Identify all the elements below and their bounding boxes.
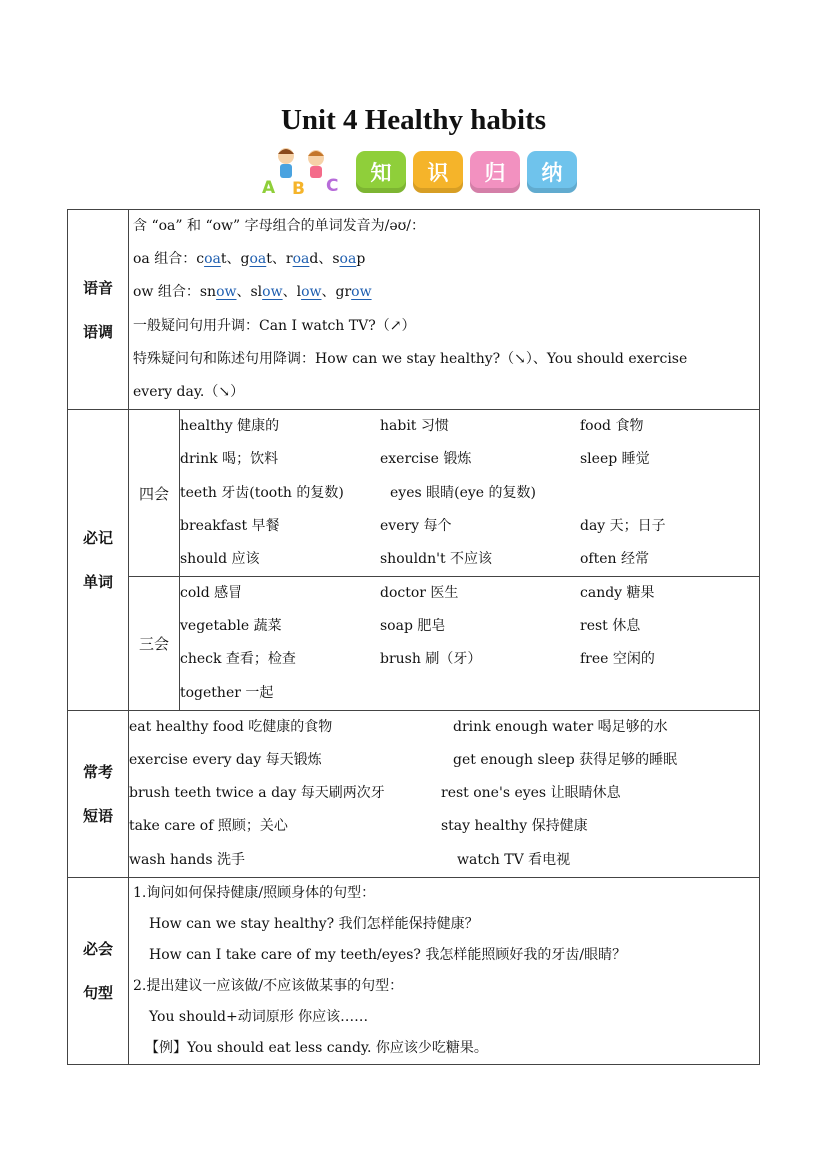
phrase: watch TV 看电视 <box>457 851 571 868</box>
vocab-word <box>380 677 580 710</box>
word-part: c <box>196 251 205 268</box>
separator: 、 <box>318 251 333 268</box>
phonics-rule: 含 “oa” 和 “ow” 字母组合的单词发音为/əʊ/： <box>133 218 426 234</box>
sentence-example: How can we stay healthy? 我们怎样能保持健康？ <box>149 915 479 932</box>
vocab-word: free 空闲的 <box>580 651 655 668</box>
word-part: sn <box>199 284 217 301</box>
sentence-example-note: 【例】You should eat less candy. 你应该少吃糖果。 <box>145 1039 488 1056</box>
sentences-label-top: 必会 <box>82 939 113 958</box>
vocab-three-row <box>68 577 760 711</box>
phrase-row <box>129 711 759 744</box>
phrase: eat healthy food 吃健康的食物 <box>129 718 333 735</box>
vocab-row <box>180 443 759 476</box>
three-skills-words <box>180 577 760 711</box>
phonics-label <box>68 210 129 410</box>
sentences-label-bottom: 句型 <box>82 983 113 1002</box>
phonics-word <box>196 251 226 267</box>
phrase: brush teeth twice a day 每天刷两次牙 <box>129 785 385 802</box>
letter-c: C <box>326 176 339 196</box>
phrases-label <box>68 710 129 877</box>
vocab-word: eyes 眼睛(eye 的复数) <box>390 484 536 501</box>
kids-abc-illustration <box>256 144 356 196</box>
sentence-heading-1: 1.询问如何保持健康/照顾身体的句型： <box>133 884 376 901</box>
word-part: p <box>356 251 366 268</box>
phrases-label-top: 常考 <box>82 762 113 781</box>
vocab-word: sleep 睡觉 <box>580 451 650 468</box>
phonics-word <box>297 284 322 300</box>
sentences-label <box>68 877 129 1064</box>
sentence-example: How can I take care of my teeth/eyes? 我怎样能照顾好我的牙齿/眼睛？ <box>149 946 627 963</box>
highlighted-letters: oa <box>204 251 221 268</box>
letter-a: A <box>262 178 276 196</box>
four-skills-words <box>180 410 760 577</box>
phrase: take care of 照顾；关心 <box>129 818 288 835</box>
word-part: g <box>240 251 250 268</box>
phonics-word <box>251 284 283 300</box>
vocab-word: shouldn't 不应该 <box>380 550 493 567</box>
separator: 、 <box>282 284 297 301</box>
sentence-pattern: You should+动词原形 你应该…… <box>149 1008 369 1025</box>
vocab-row <box>180 410 759 443</box>
vocab-word: together 一起 <box>180 684 274 701</box>
highlighted-letters: oa <box>249 251 267 268</box>
rising-intonation: 一般疑问句用升调：Can I watch TV?（↗） <box>133 317 416 334</box>
phrase: stay healthy 保持健康 <box>441 818 588 835</box>
vocab-word: rest 休息 <box>580 618 641 635</box>
phrase-row <box>129 810 759 843</box>
phonics-label-top: 语音 <box>82 278 113 297</box>
four-skills-label: 四会 <box>129 410 180 577</box>
vocab-word: soap 肥皂 <box>380 618 446 635</box>
phrases-content <box>129 710 760 877</box>
vocab-word: vegetable 蔬菜 <box>180 618 282 635</box>
phrases-section <box>68 710 760 877</box>
vocab-label <box>68 410 129 711</box>
word-part: r <box>285 251 293 268</box>
vocab-word: doctor 医生 <box>380 585 459 602</box>
badge-na: 纳 <box>527 151 577 193</box>
word-part: s <box>332 251 340 268</box>
ow-word-list <box>200 284 372 300</box>
vocab-word: day 天；日子 <box>580 517 666 534</box>
oa-word-list <box>196 251 365 267</box>
oa-prefix: oa 组合： <box>133 251 197 268</box>
phonics-content <box>129 210 760 410</box>
phonics-word <box>336 284 372 300</box>
vocab-word: food 食物 <box>580 418 644 435</box>
oa-words-line <box>129 243 759 276</box>
vocab-row <box>180 577 759 610</box>
phrase: drink enough water 喝足够的水 <box>453 718 668 735</box>
phonics-label-bottom: 语调 <box>82 322 113 341</box>
phonics-word <box>200 284 237 300</box>
vocab-four-row <box>68 410 760 577</box>
word-part: l <box>296 284 302 301</box>
vocab-word: every 每个 <box>380 517 452 534</box>
vocab-row <box>180 543 759 576</box>
vocab-word: habit 习惯 <box>380 418 449 435</box>
falling-intonation-1: 特殊疑问句和陈述句用降调：How can we stay healthy?（↘）、You should exercise <box>133 350 688 367</box>
vocab-word: often 经常 <box>580 550 649 567</box>
separator: 、 <box>271 251 286 268</box>
vocab-word: brush 刷（牙） <box>380 651 482 668</box>
vocab-word: drink 喝；饮料 <box>180 451 279 468</box>
vocab-word: teeth 牙齿(tooth 的复数) <box>180 484 344 501</box>
phrase: rest one's eyes 让眼睛休息 <box>441 785 621 802</box>
phonics-word <box>241 251 272 267</box>
vocab-row <box>180 610 759 643</box>
phrase-row <box>129 844 759 877</box>
ow-prefix: ow 组合： <box>133 284 200 301</box>
badge-gui: 归 <box>470 151 520 193</box>
vocab-word: breakfast 早餐 <box>180 517 280 534</box>
knowledge-summary-banner <box>256 144 582 196</box>
vocab-word: exercise 锻炼 <box>380 451 472 468</box>
vocab-word: candy 糖果 <box>580 585 655 602</box>
three-skills-label: 三会 <box>129 577 180 711</box>
vocab-row <box>180 510 759 543</box>
highlighted-letters: ow <box>216 284 237 301</box>
phrase: wash hands 洗手 <box>129 851 245 868</box>
phonics-section <box>68 210 760 410</box>
vocab-word: check 查看；检查 <box>180 651 296 668</box>
phonics-word <box>286 251 318 267</box>
vocab-row <box>180 643 759 676</box>
separator: 、 <box>226 251 241 268</box>
vocab-row <box>180 477 759 510</box>
vocab-word <box>580 677 759 710</box>
separator: 、 <box>321 284 336 301</box>
highlighted-letters: ow <box>301 284 322 301</box>
badge-shi: 识 <box>413 151 463 193</box>
vocab-word: should 应该 <box>180 550 260 567</box>
phonics-word <box>332 251 365 267</box>
word-part: gr <box>335 284 352 301</box>
sentences-section <box>68 877 760 1064</box>
badge-zhi: 知 <box>356 151 406 193</box>
vocab-word: cold 感冒 <box>180 585 243 602</box>
letter-b: B <box>292 179 305 196</box>
sentences-content <box>129 877 760 1064</box>
word-part: t <box>220 251 227 268</box>
highlighted-letters: ow <box>262 284 283 301</box>
ow-words-line <box>129 276 759 309</box>
vocab-label-bottom: 单词 <box>82 572 113 591</box>
phrases-label-bottom: 短语 <box>82 806 113 825</box>
vocab-row <box>180 677 759 710</box>
word-part: t <box>266 251 272 268</box>
highlighted-letters: oa <box>292 251 310 268</box>
knowledge-table <box>67 209 760 1065</box>
vocab-word <box>580 477 759 510</box>
separator: 、 <box>236 284 251 301</box>
falling-intonation-2: every day.（↘） <box>133 383 245 400</box>
highlighted-letters: oa <box>339 251 357 268</box>
page-title: Unit 4 Healthy habits <box>280 104 547 136</box>
vocab-word: healthy 健康的 <box>180 418 280 435</box>
phrase: exercise every day 每天锻炼 <box>129 752 322 768</box>
phrase: get enough sleep 获得足够的睡眠 <box>453 752 678 768</box>
word-part: sl <box>250 284 263 301</box>
word-part: d <box>309 251 319 268</box>
phrase-row <box>129 777 759 810</box>
sentence-heading-2: 2.提出建议一应该做/不应该做某事的句型： <box>133 977 404 994</box>
phrase-row <box>129 744 759 777</box>
highlighted-letters: ow <box>351 284 372 301</box>
vocab-label-top: 必记 <box>82 528 113 547</box>
